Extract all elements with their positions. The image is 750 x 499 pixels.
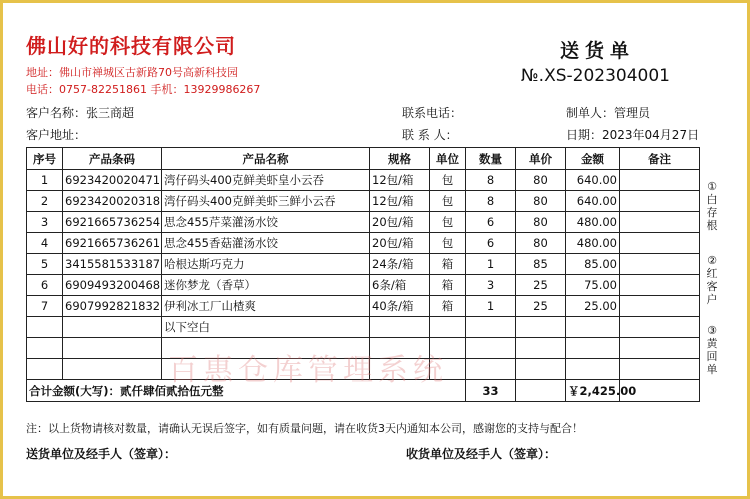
sender-signature: 送货单位及经手人（签章）： xyxy=(26,447,177,461)
header-cell: 规格 xyxy=(370,148,430,170)
table-cell: 80 xyxy=(516,170,566,191)
header-cell: 单价 xyxy=(516,148,566,170)
table-cell xyxy=(466,359,516,380)
table-cell: 6921665736261 xyxy=(63,233,162,254)
table-row xyxy=(27,296,700,317)
header-cell: 单位 xyxy=(430,148,466,170)
table-row xyxy=(27,170,700,191)
table-cell: 20包/箱 xyxy=(370,233,430,254)
table-cell: 1 xyxy=(27,170,63,191)
table-cell: 包 xyxy=(430,212,466,233)
table-cell xyxy=(566,338,620,359)
table-cell xyxy=(63,317,162,338)
table-row xyxy=(27,212,700,233)
table-cell xyxy=(516,359,566,380)
table-cell xyxy=(370,317,430,338)
table-cell: 6909493200468 xyxy=(63,275,162,296)
table-cell xyxy=(27,359,63,380)
table-cell: 思念455香菇灌汤水饺 xyxy=(162,233,370,254)
table-cell: 包 xyxy=(430,191,466,212)
table-cell xyxy=(63,338,162,359)
table-cell: 6923420020471 xyxy=(63,170,162,191)
table-cell: 3 xyxy=(27,212,63,233)
contact-phone: 联系电话： xyxy=(402,106,463,120)
header-cell: 数量 xyxy=(466,148,516,170)
table-cell: 箱 xyxy=(430,254,466,275)
table-cell: 哈根达斯巧克力 xyxy=(162,254,370,275)
table-cell: 24条/箱 xyxy=(370,254,430,275)
table-cell xyxy=(620,212,700,233)
table-cell: 湾仔码头400克鲜美虾皇小云吞 xyxy=(162,170,370,191)
table-cell: 480.00 xyxy=(566,233,620,254)
watermark: 百惠仓库管理系统 xyxy=(168,353,448,388)
table-cell xyxy=(466,338,516,359)
table-cell: 6907992821832 xyxy=(63,296,162,317)
table-cell xyxy=(620,317,700,338)
doc-title: 送货单 xyxy=(560,40,636,62)
table-row xyxy=(27,191,700,212)
table-cell: 1 xyxy=(466,296,516,317)
table-cell: 8 xyxy=(466,170,516,191)
total-empty-cell xyxy=(516,380,566,402)
copy-label-white: ①白存根 xyxy=(706,180,718,232)
table-cell xyxy=(620,170,700,191)
table-cell: 640.00 xyxy=(566,170,620,191)
table-cell xyxy=(566,359,620,380)
table-cell: 3 xyxy=(466,275,516,296)
table-cell xyxy=(620,275,700,296)
receiver-signature: 收货单位及经手人（签章）： xyxy=(406,447,557,461)
table-row xyxy=(27,233,700,254)
doc-number: №.XS-202304001 xyxy=(521,66,670,86)
table-cell xyxy=(620,191,700,212)
table-cell: 80 xyxy=(516,233,566,254)
table-cell xyxy=(620,233,700,254)
maker: 制单人：管理员 xyxy=(566,106,651,120)
date: 日期：2023年04月27日 xyxy=(566,128,700,142)
customer-name: 客户名称：张三商超 xyxy=(26,106,135,120)
table-cell xyxy=(620,338,700,359)
table-cell: 6923420020318 xyxy=(63,191,162,212)
table-cell: 12包/箱 xyxy=(370,191,430,212)
table-cell xyxy=(516,338,566,359)
header-cell: 金额 xyxy=(566,148,620,170)
table-cell xyxy=(566,317,620,338)
table-cell: 6条/箱 xyxy=(370,275,430,296)
table-cell: 75.00 xyxy=(566,275,620,296)
table-cell: 25 xyxy=(516,275,566,296)
copy-label-red: ②红客户 xyxy=(706,254,718,306)
table-cell: 25.00 xyxy=(566,296,620,317)
table-cell: 20包/箱 xyxy=(370,212,430,233)
table-cell xyxy=(430,317,466,338)
table-row xyxy=(27,275,700,296)
table-row xyxy=(27,254,700,275)
table-cell: 80 xyxy=(516,191,566,212)
table-cell xyxy=(620,254,700,275)
table-row xyxy=(27,317,700,338)
table-cell: 1 xyxy=(466,254,516,275)
table-cell: 12包/箱 xyxy=(370,170,430,191)
table-cell: 5 xyxy=(27,254,63,275)
table-cell: 7 xyxy=(27,296,63,317)
table-cell: 箱 xyxy=(430,275,466,296)
table-cell xyxy=(466,317,516,338)
copy-label-yellow: ③黄回单 xyxy=(706,324,718,376)
table-cell: 25 xyxy=(516,296,566,317)
table-cell: 85 xyxy=(516,254,566,275)
table-cell xyxy=(27,338,63,359)
table-header-row xyxy=(27,148,700,170)
table-cell: 640.00 xyxy=(566,191,620,212)
table-cell: 湾仔码头400克鲜美虾三鲜小云吞 xyxy=(162,191,370,212)
table-cell: 6 xyxy=(466,212,516,233)
table-cell: 4 xyxy=(27,233,63,254)
header-cell: 产品名称 xyxy=(162,148,370,170)
table-cell xyxy=(620,296,700,317)
customer-address: 客户地址： xyxy=(26,128,87,142)
table-cell: 包 xyxy=(430,233,466,254)
table-cell: 6 xyxy=(466,233,516,254)
table-cell xyxy=(516,317,566,338)
table-cell: 85.00 xyxy=(566,254,620,275)
total-amount: ￥2,425.00 xyxy=(566,380,620,402)
total-qty: 33 xyxy=(466,380,516,402)
table-cell: 480.00 xyxy=(566,212,620,233)
table-cell: 3415581533187 xyxy=(63,254,162,275)
table-cell: 6 xyxy=(27,275,63,296)
table-cell xyxy=(63,359,162,380)
table-cell: 箱 xyxy=(430,296,466,317)
table-cell: 40条/箱 xyxy=(370,296,430,317)
company-phone: 电话：0757-82251861 手机：13929986267 xyxy=(26,83,261,96)
header-cell: 序号 xyxy=(27,148,63,170)
table-cell: 80 xyxy=(516,212,566,233)
footer-note: 注：以上货物请核对数量，请确认无误后签字，如有质量问题，请在收货3天内通知本公司，感谢您的支持与配合！ xyxy=(26,422,583,435)
header-cell: 备注 xyxy=(620,148,700,170)
table-cell: 8 xyxy=(466,191,516,212)
company-name: 佛山好的科技有限公司 xyxy=(26,34,236,58)
contact-person: 联 系 人： xyxy=(402,128,458,142)
table-cell: 6921665736254 xyxy=(63,212,162,233)
table-cell: 思念455芹菜灌汤水饺 xyxy=(162,212,370,233)
table-cell: 包 xyxy=(430,170,466,191)
total-label: 合计金额(大写)：贰仟肆佰贰拾伍元整 xyxy=(27,380,466,402)
table-cell: 迷你梦龙（香草） xyxy=(162,275,370,296)
company-address: 地址：佛山市禅城区古新路70号高新科技园 xyxy=(26,66,238,79)
header-cell: 产品条码 xyxy=(63,148,162,170)
table-cell xyxy=(620,359,700,380)
table-cell: 2 xyxy=(27,191,63,212)
table-cell xyxy=(27,317,63,338)
table-cell: 伊利冰工厂山楂爽 xyxy=(162,296,370,317)
table-cell: 以下空白 xyxy=(162,317,370,338)
